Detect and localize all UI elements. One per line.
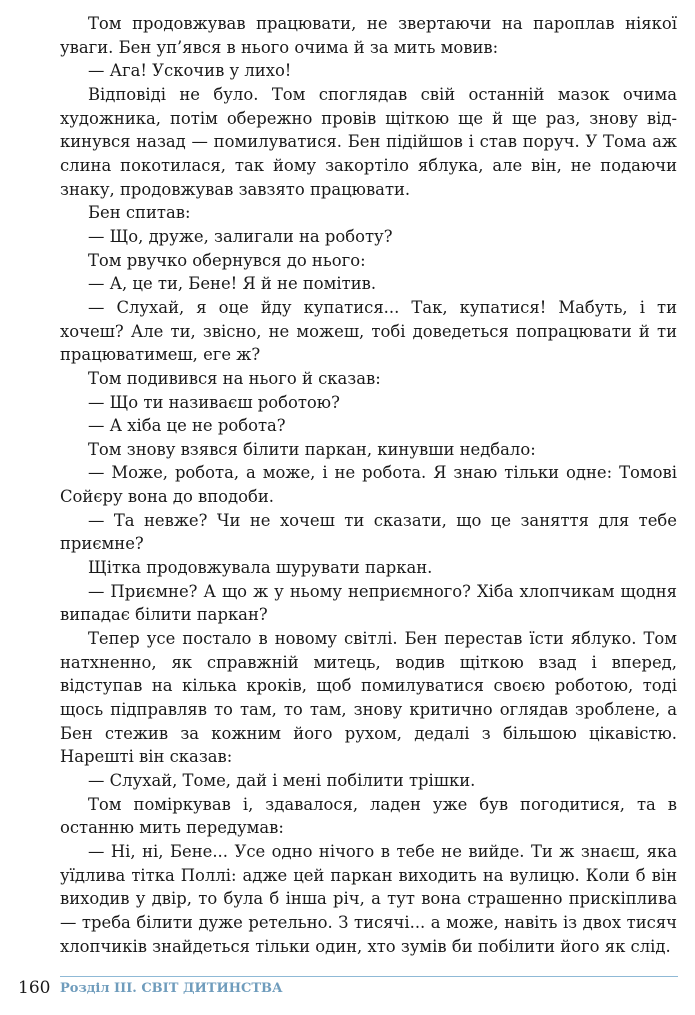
paragraph: Тепер усе постало в новому світлі. Бен перестав їсти яблуко. Том натхненно, як справжній митець, водив щіткою взад і вперед, відступав на кілька кроків, щоб помилуватися своєю роботою, тоді щось підправляв то там, то там, знову критично оглядав зроблене, а Бен стежив за кожним його рухом, дедалі з більшою цікавістю. Нарешті він сказав:: [60, 629, 677, 767]
paragraph: — Та невже? Чи не хочеш ти сказати, що це заняття для тебе приємне?: [60, 510, 677, 554]
paragraph: Бен спитав:: [88, 203, 191, 223]
page-number: 160: [18, 978, 51, 998]
paragraph: Щітка продовжувала шурувати паркан.: [88, 558, 433, 578]
main-text: [60, 12, 677, 958]
paragraph: — Що ти називаєш роботою?: [88, 392, 340, 412]
paragraph: — Що, друже, залигали на роботу?: [88, 226, 393, 246]
footer-divider: [60, 976, 678, 977]
running-footer-title: Розділ ІІІ. СВІТ ДИТИНСТВА: [60, 981, 283, 996]
paragraph: — Ага! Ускочив у лихо!: [88, 61, 292, 81]
paragraph: — Слухай, Томе, дай і мені побілити трішки.: [88, 771, 476, 790]
paragraph: — А, це ти, Бене! Я й не помітив.: [88, 274, 377, 294]
paragraph: Том поміркував і, здавалося, ладен уже був погодитися, та в останню мить передумав:: [60, 794, 677, 838]
paragraph: Том продовжував працювати, не звертаючи на пароплав ніякої уваги. Бен уп’явся в нього очима й за мить мовив:: [60, 14, 677, 57]
paragraph: — Може, робота, а може, і не робота. Я знаю тільки одне: Томові Сойєру вона до вподоби.: [60, 463, 677, 507]
paragraph: — Слухай, я оце йду купатися... Так, купатися! Мабуть, і ти хочеш? Але ти, звісно, не можеш, тобі доведеться попрацювати й ти працюватимеш, еге ж?: [60, 297, 677, 365]
paragraph: Том подивився на нього й сказав:: [88, 368, 381, 388]
paragraph: — Ні, ні, Бене... Усе одно нічого в тебе не вийде. Ти ж знаєш, яка уїдлива тітка Поллі: адже цей паркан виходить на вулицю. Коли б він виходив у двір, то була б інша річ, а тут вона страшенно прискіплива — треба білити дуже ретельно. З тисячі... а може, навіть із двох тисяч хлопчиків знайдеться тільки один, хто зумів би побілити його як слід.: [60, 841, 677, 956]
paragraph: — Приємне? А що ж у ньому неприємного? Хіба хлопчикам щодня випадає білити паркан?: [60, 581, 677, 625]
paragraph: Том знову взявся білити паркан, кинувши недбало:: [88, 439, 536, 459]
paragraph: Том рвучко обернувся до нього:: [88, 250, 366, 270]
paragraph: — А хіба це не робота?: [88, 416, 286, 436]
paragraph: Відповіді не було. Том споглядав свій останній мазок очима художника, потім обережно провів щіткою ще й ще раз, знову відкинувся назад — помилуватися. Бен підійшов і став поруч. У Тома аж слина покотилася, так йому закортіло яблука, але він, не подаючи знаку, продовжував завзято працювати.: [60, 84, 677, 199]
